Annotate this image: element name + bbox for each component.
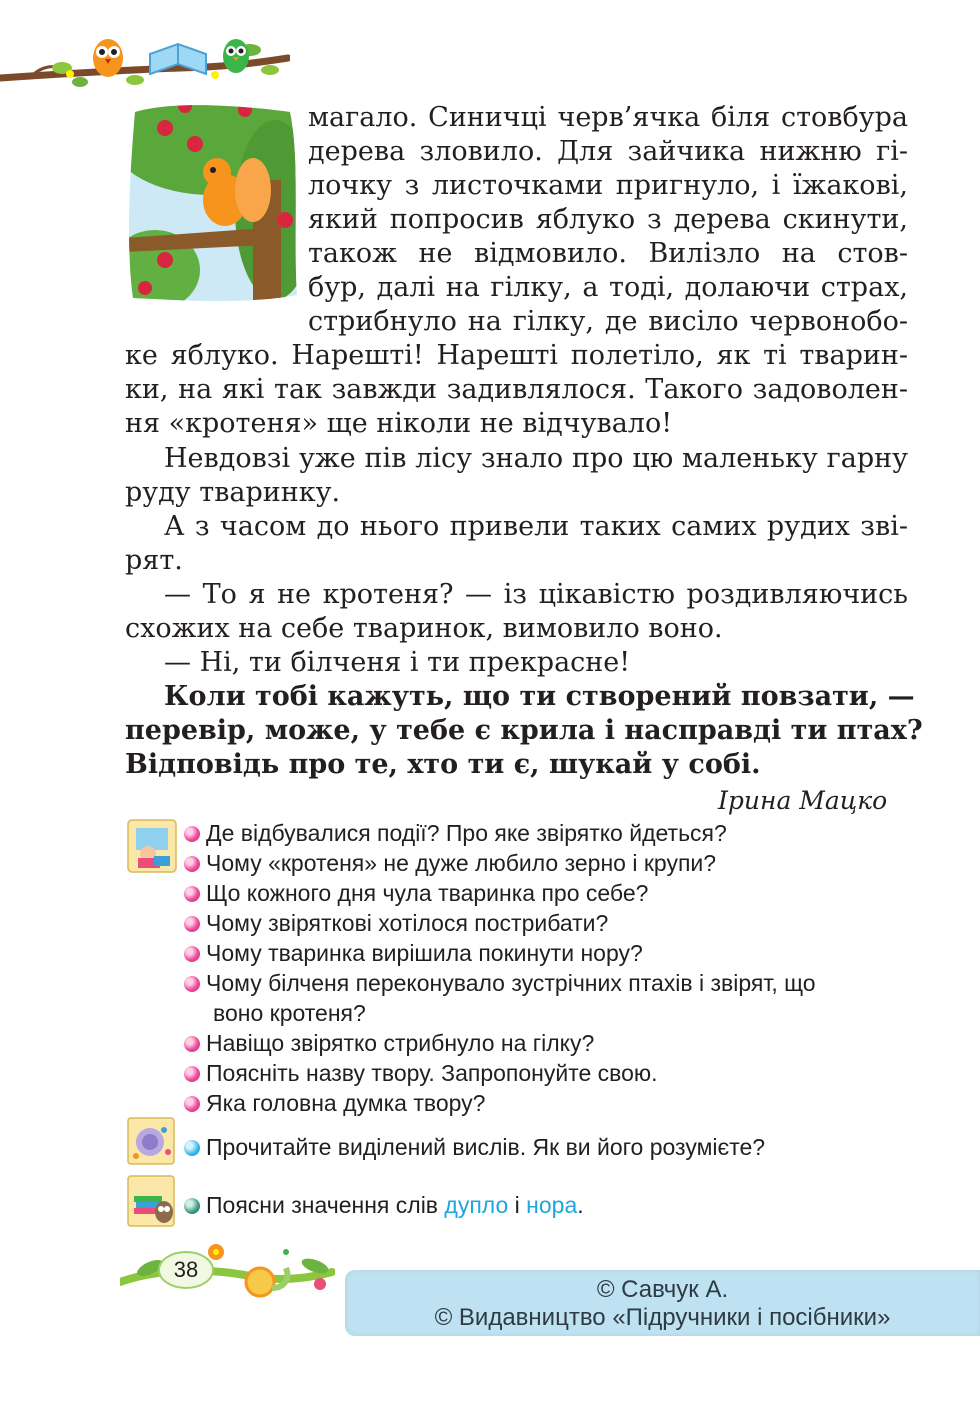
story-line: магало. Синичці черв’ячка біля стовбура xyxy=(308,102,908,133)
story-line: руду тваринку. xyxy=(125,477,341,508)
grass-snail-flowers-decoration xyxy=(120,1238,335,1308)
story-line: дерева зловило. Для зайчика нижню гі- xyxy=(308,136,908,167)
branch-owls-book-illustration xyxy=(0,30,290,105)
vocabulary-task: Поясни значення слів дупло і нора. xyxy=(184,1190,584,1220)
bullet-icon xyxy=(184,826,200,842)
questions-icon xyxy=(126,818,178,874)
question-item: Чому тваринка вирішила покинути нору? xyxy=(184,938,643,968)
question-item: Чому білченя переконувало зустрічних птахів і звірят, що xyxy=(184,968,816,998)
story-line: Невдовзі уже пів лісу знало про цю маленьку гарну xyxy=(164,443,908,474)
story-line: ня «кротеня» ще ніколи не відчувало! xyxy=(125,408,673,439)
story-line: ки, на які так завжди задивлялося. Такого задоволен- xyxy=(125,374,908,405)
moral-line: Коли тобі кажуть, що ти створений повзати, — xyxy=(164,681,915,712)
palette-note-icon xyxy=(126,1112,178,1166)
copyright-banner xyxy=(345,1270,980,1336)
story-line: також не відмовило. Вилізло на стов- xyxy=(308,238,908,269)
keyword-duplo: дупло xyxy=(444,1192,509,1218)
bullet-icon xyxy=(184,1036,200,1052)
question-item: Чому «кротеня» не дуже любило зерно і крупи? xyxy=(184,848,716,878)
story-line: схожих на себе тваринок, вимовило воно. xyxy=(125,613,723,644)
story-line: лочку з листочками пригнуло, і їжакові, xyxy=(308,170,908,201)
bullet-icon xyxy=(184,976,200,992)
question-item: Поясніть назву твору. Запропонуйте свою. xyxy=(184,1058,658,1088)
question-item: Чому звіряткові хотілося пострибати? xyxy=(184,908,608,938)
squirrel-apple-tree-illustration xyxy=(125,100,300,305)
bullet-icon xyxy=(184,1198,200,1214)
bullet-icon xyxy=(184,886,200,902)
story-line: рят. xyxy=(125,545,183,576)
moral-line: Відповідь про те, хто ти є, шукай у собі. xyxy=(125,749,761,780)
story-line: А з часом до нього привели таких самих рудих зві- xyxy=(164,511,908,542)
bullet-icon xyxy=(184,916,200,932)
bullet-icon xyxy=(184,1140,200,1156)
copyright-author: © Савчук А. xyxy=(596,1276,729,1303)
question-item: Де відбувалися події? Про яке звірятко йдеться? xyxy=(184,818,727,848)
reading-task: Прочитайте виділений вислів. Як ви його розумієте? xyxy=(184,1132,765,1162)
keyword-nora: нора xyxy=(526,1192,578,1218)
bullet-icon xyxy=(184,946,200,962)
question-item: Що кожного дня чула тваринка про себе? xyxy=(184,878,648,908)
bullet-icon xyxy=(184,1066,200,1082)
story-line: ке яблуко. Нарешті! Нарешті полетіло, як ті тварин- xyxy=(125,340,908,371)
author-signature: Ірина Мацко xyxy=(718,786,888,815)
story-line: який попросив яблуко з дерева скинути, xyxy=(308,204,908,235)
owl-books-icon xyxy=(126,1174,178,1228)
moral-line: перевір, може, у тебе є крила і насправді ти птах? xyxy=(125,715,923,746)
story-line: — То я не кротеня? — із цікавістю роздивляючись xyxy=(164,579,908,610)
question-item: Навіщо звірятко стрибнуло на гілку? xyxy=(184,1028,594,1058)
bullet-icon xyxy=(184,1096,200,1112)
bullet-icon xyxy=(184,856,200,872)
story-line: стрибнуло на гілку, де висіло червонобо- xyxy=(308,306,908,337)
story-line: — Ні, ти білченя і ти прекрасне! xyxy=(164,647,631,678)
story-line: бур, далі на гілку, а тоді, долаючи страх, xyxy=(308,272,908,303)
page-number: 38 xyxy=(173,1257,199,1282)
question-item-continuation: воно кротеня? xyxy=(213,1000,366,1026)
copyright-publisher: © Видавництво «Підручники і посібники» xyxy=(434,1304,891,1331)
question-item: Яка головна думка твору? xyxy=(184,1088,485,1118)
